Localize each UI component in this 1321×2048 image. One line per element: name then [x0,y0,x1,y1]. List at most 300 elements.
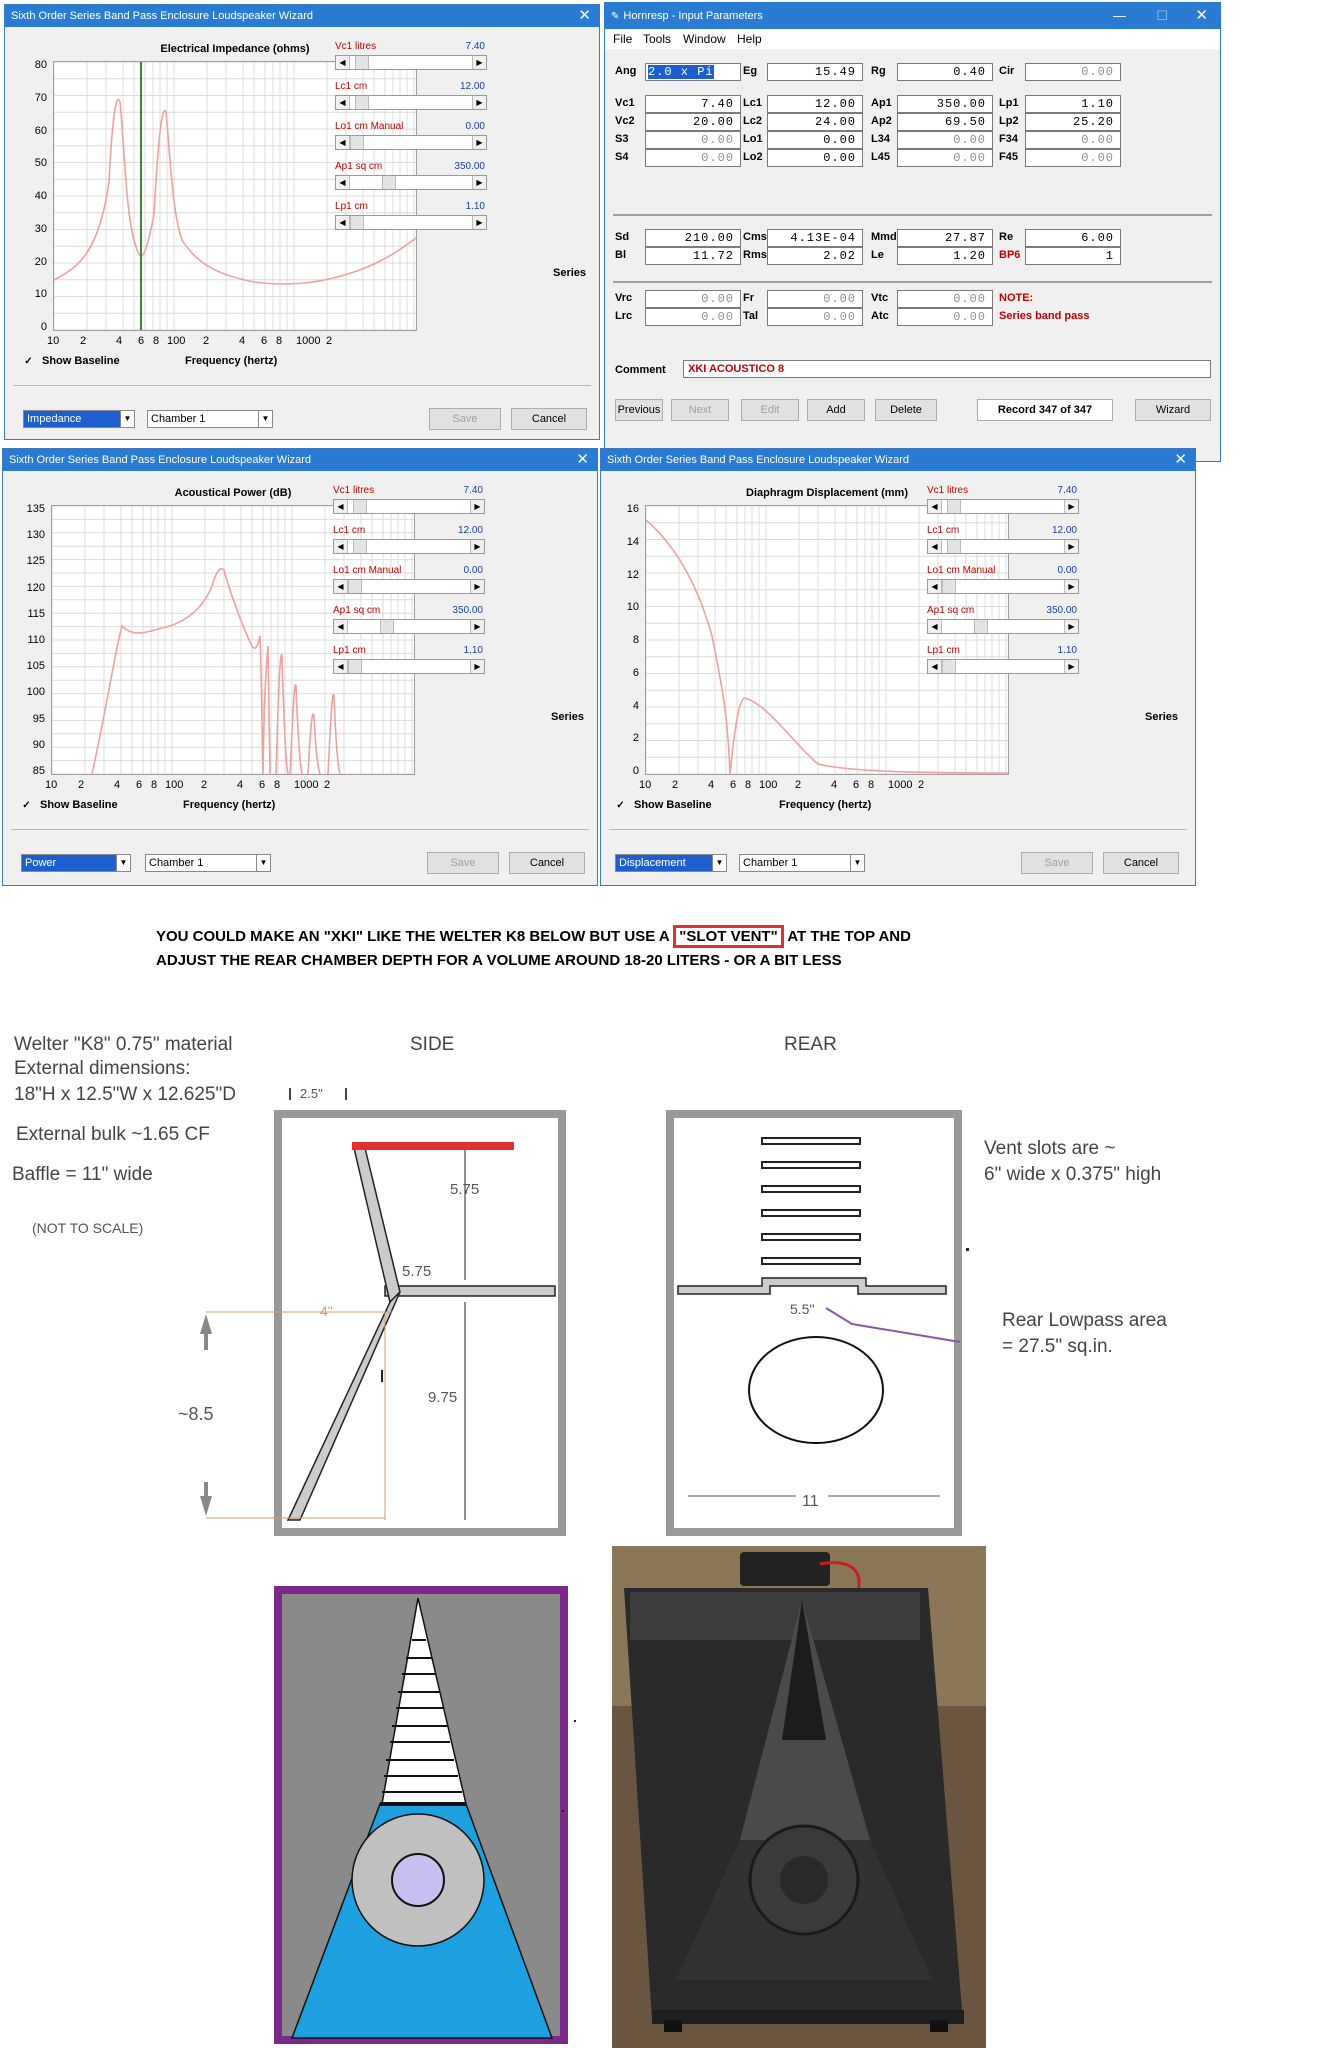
param-input[interactable]: 0.00 [897,308,993,326]
param-input[interactable]: 11.72 [645,247,741,265]
hornresp-window [604,2,1221,462]
parameter-slider[interactable] [927,659,1079,674]
param-input[interactable]: 0.40 [897,63,993,81]
y-tick-label: 10 [34,288,47,301]
scroll-left-icon[interactable]: ◀ [928,580,942,593]
save-button[interactable]: Save [429,408,501,430]
comment-label: Comment [615,364,666,376]
dim-11: 11 [802,1493,819,1510]
param-input[interactable]: 0.00 [645,290,741,308]
scroll-left-icon[interactable]: ◀ [334,660,348,673]
slider-thumb[interactable] [355,96,369,109]
x-tick-label: 6 [259,779,266,791]
parameter-slider[interactable] [333,499,485,514]
param-input[interactable]: 0.00 [897,131,993,149]
param-label: Lp2 [999,115,1019,127]
slider-label: Lc1 cm [335,81,368,92]
y-tick-label: 115 [27,607,45,620]
enclosure-photo [612,1546,986,2048]
scroll-left-icon[interactable]: ◀ [928,500,942,513]
window-title: Sixth Order Series Band Pass Enclosure Loudspeaker Wizard [9,454,312,466]
slider-value: 12.00 [459,81,485,92]
y-tick-label: 135 [26,503,45,515]
param-input[interactable]: 350.00 [897,95,993,113]
window-title: Sixth Order Series Band Pass Enclosure Loudspeaker Wizard [607,454,910,466]
param-input[interactable]: 7.40 [645,95,741,113]
chevron-down-icon: ▼ [258,411,272,427]
slider-value: 7.40 [1057,485,1077,496]
not-to-scale: (NOT TO SCALE) [32,1220,144,1236]
slider-label: Ap1 sq cm [335,161,383,172]
menu-tools[interactable]: Tools [643,32,672,46]
show-baseline-label: Show Baseline [42,355,120,367]
slider-thumb[interactable] [974,620,988,633]
series-label: Series [1145,711,1179,723]
param-input[interactable] [645,63,741,81]
y-tick-label: 20 [34,255,47,268]
slider-label: Lc1 cm [927,525,960,536]
param-label: Vc1 [615,97,635,109]
minimize-icon[interactable]: — [1113,8,1126,23]
x-tick-label: 10 [45,779,58,791]
parameter-slider[interactable] [333,579,485,594]
slider-thumb[interactable] [382,176,396,189]
param-input[interactable]: 0.00 [645,308,741,326]
x-tick-label: 2 [324,779,331,791]
slider-thumb[interactable] [947,500,961,513]
divider [613,281,1212,283]
parameter-slider[interactable] [333,619,485,634]
chevron-down-icon: ▼ [256,855,270,871]
slider-value: 1.10 [465,201,485,212]
param-input[interactable]: 1 [1025,247,1121,265]
x-tick-label: 4 [831,779,838,791]
dim-5-5: 5.5" [790,1301,815,1317]
y-tick-label: 95 [32,712,45,725]
param-label: NOTE: [999,292,1034,304]
y-tick-label: 0 [632,765,639,777]
param-label: Mmd [871,231,897,243]
x-tick-label: 6 [138,335,145,347]
y-tick-label: 80 [34,59,47,71]
title-bar [5,5,599,27]
cancel-button[interactable]: Cancel [511,408,587,430]
mode-dropdown[interactable] [23,410,135,428]
slider-value: 7.40 [463,485,483,496]
y-tick-label: 14 [626,535,639,548]
spec-material: Welter "K8" 0.75" material [14,1034,233,1055]
chevron-down-icon: ▼ [712,855,726,871]
y-tick-label: 120 [26,581,45,594]
parameter-slider[interactable] [333,659,485,674]
parameter-slider[interactable] [927,579,1079,594]
slider-label: Ap1 sq cm [333,605,381,616]
scroll-right-icon[interactable]: ▶ [472,216,486,229]
param-label: Sd [615,231,630,243]
close-icon[interactable]: ✕ [1195,7,1208,24]
wizard-power-window [2,448,598,886]
scroll-right-icon[interactable]: ▶ [472,176,486,189]
window-title: Hornresp - Input Parameters [623,10,763,22]
param-label: F45 [999,151,1018,163]
x-tick-label: 2 [203,335,210,347]
slider-value: 12.00 [457,525,483,536]
x-axis-label: Frequency (hertz) [183,799,276,811]
param-label: Cms [743,231,767,243]
slider-value: 0.00 [463,565,483,576]
param-input[interactable]: 210.00 [645,229,741,247]
x-tick-label: 100 [759,779,778,791]
previous-button[interactable]: Previous [615,399,663,421]
slider-thumb[interactable] [353,540,367,553]
y-tick-label: 8 [632,634,639,646]
param-input[interactable]: 2.02 [767,247,863,265]
y-tick-label: 130 [26,529,45,542]
param-input[interactable]: 0.00 [767,290,863,308]
parameter-slider[interactable] [335,175,487,190]
window-title: Sixth Order Series Band Pass Enclosure Loudspeaker Wizard [11,10,314,22]
mode-value: Impedance [27,413,82,425]
lowpass-note-2: = 27.5" sq.in. [1002,1336,1113,1357]
spec-external: External dimensions: [14,1058,191,1079]
param-label: Cir [999,65,1015,77]
param-input[interactable]: 0.00 [767,308,863,326]
show-baseline-label: Show Baseline [40,799,118,811]
divider [613,214,1212,216]
show-baseline-checkbox[interactable] [21,799,118,812]
param-label: Ap1 [871,97,892,109]
vent-note-1: Vent slots are ~ [984,1138,1116,1159]
save-button[interactable]: Save [1021,852,1093,874]
param-input[interactable]: 6.00 [1025,229,1121,247]
maximize-icon[interactable]: ☐ [1156,8,1168,23]
x-tick-label: 1000 [294,779,319,791]
close-icon[interactable]: ✕ [578,7,591,24]
slider-label: Lp1 cm [335,201,368,212]
scroll-left-icon[interactable]: ◀ [336,176,350,189]
y-tick-label: 30 [34,222,47,235]
param-input[interactable]: 1.10 [1025,95,1121,113]
separator [13,385,591,386]
slider-value: 7.40 [465,41,485,52]
front-view-drawing [278,1590,576,2040]
param-label: Ang [615,65,637,77]
parameter-slider[interactable] [333,539,485,554]
x-tick-label: 100 [165,779,184,791]
param-input[interactable]: 0.00 [1025,149,1121,167]
slider-thumb[interactable] [942,580,956,593]
chart-title: Diaphragm Displacement (mm) [746,487,908,499]
x-tick-label: 6 [136,779,143,791]
parameter-slider[interactable] [335,95,487,110]
param-label: Ap2 [871,115,892,127]
series-label: Series [553,267,587,279]
slider-value: 0.00 [1057,565,1077,576]
x-tick-label: 100 [167,335,186,347]
slider-label: Vc1 litres [333,485,375,496]
scroll-left-icon[interactable]: ◀ [334,540,348,553]
param-label: F34 [999,133,1018,145]
save-button[interactable]: Save [427,852,499,874]
parameter-slider[interactable] [927,539,1079,554]
param-label: Le [871,249,884,261]
scroll-right-icon[interactable]: ▶ [470,620,484,633]
x-tick-label: 4 [114,779,121,791]
checkmark-icon: ✓ [24,356,33,367]
param-label: L45 [871,151,890,163]
param-input[interactable]: 0.00 [897,290,993,308]
param-input[interactable]: 24.00 [767,113,863,131]
param-label: Lo1 [743,133,763,145]
param-label: Lc2 [743,115,762,127]
x-tick-label: 2 [326,335,333,347]
delete-button[interactable]: Delete [875,399,937,421]
param-input[interactable]: 0.00 [645,149,741,167]
param-label: Vrc [615,292,633,304]
slider-label: Lc1 cm [333,525,366,536]
pencil-icon: ✎ [611,11,620,22]
slider-label: Ap1 sq cm [927,605,975,616]
slider-value: 0.00 [465,121,485,132]
y-tick-label: 110 [27,634,45,646]
param-label: Eg [743,65,758,77]
scroll-left-icon[interactable]: ◀ [336,96,350,109]
x-tick-label: 8 [868,779,875,791]
x-axis-label: Frequency (hertz) [185,355,278,367]
y-tick-label: 105 [26,660,45,673]
chamber-dropdown[interactable] [147,410,273,428]
slider-value: 350.00 [454,161,485,172]
scroll-left-icon[interactable]: ◀ [336,56,350,69]
slider-value: 350.00 [1046,605,1077,616]
x-tick-label: 2 [672,779,679,791]
x-tick-label: 4 [239,335,246,347]
chevron-down-icon: ▼ [116,855,130,871]
slider-thumb[interactable] [353,500,367,513]
param-input[interactable]: 0.00 [645,131,741,149]
y-tick-label: 125 [26,555,45,568]
mode-dropdown[interactable] [21,854,131,872]
add-button[interactable]: Add [807,399,865,421]
parameter-slider[interactable] [335,215,487,230]
param-input[interactable]: 20.00 [645,113,741,131]
param-label: Tal [743,310,759,322]
parameter-slider[interactable] [335,135,487,150]
param-input[interactable]: 0.00 [897,149,993,167]
dim-4: 4" [320,1303,333,1319]
slider-value: 350.00 [452,605,483,616]
menu-bar [605,29,1220,49]
menu-help[interactable]: Help [737,32,762,46]
chamber-value: Chamber 1 [149,857,204,869]
slider-thumb[interactable] [942,660,956,673]
x-tick-label: 4 [116,335,123,347]
x-tick-label: 1000 [888,779,913,791]
scroll-right-icon[interactable]: ▶ [1064,540,1078,553]
parameter-slider[interactable] [335,55,487,70]
scroll-right-icon[interactable]: ▶ [1064,580,1078,593]
x-tick-label: 8 [153,335,160,347]
close-icon[interactable]: ✕ [1174,451,1187,468]
scroll-left-icon[interactable]: ◀ [334,620,348,633]
scroll-left-icon[interactable]: ◀ [334,500,348,513]
scroll-right-icon[interactable]: ▶ [1064,620,1078,633]
menu-file[interactable]: File [613,32,633,46]
scroll-right-icon[interactable]: ▶ [472,136,486,149]
chamber-dropdown[interactable] [739,854,865,872]
slider-thumb[interactable] [348,580,362,593]
scroll-right-icon[interactable]: ▶ [470,660,484,673]
scroll-left-icon[interactable]: ◀ [336,136,350,149]
cancel-button[interactable]: Cancel [1103,852,1179,874]
slider-thumb[interactable] [350,136,364,149]
param-input[interactable]: 15.49 [767,63,863,81]
slider-value: 1.10 [1057,645,1077,656]
rear-label: REAR [784,1034,837,1055]
param-input[interactable]: 12.00 [767,95,863,113]
y-tick-label: 12 [626,568,639,581]
rear-view [670,1114,969,1532]
close-icon[interactable]: ✕ [576,451,589,468]
show-baseline-checkbox[interactable] [23,355,120,368]
mode-dropdown[interactable] [615,854,727,872]
param-label: Lo2 [743,151,763,163]
param-label: Vtc [871,292,889,304]
note-line-2: ADJUST THE REAR CHAMBER DEPTH FOR A VOLUME AROUND 18-20 LITERS - OR A BIT LESS [156,952,842,969]
param-label: Lrc [615,310,633,322]
slider-thumb[interactable] [947,540,961,553]
dim-8-5: ~8.5 [178,1404,214,1424]
y-tick-label: 16 [626,503,639,515]
note-line-1b: AT THE TOP AND [787,928,911,945]
comment-input[interactable]: XKI ACOUSTICO 8 [683,360,1211,378]
param-input[interactable]: 4.13E-04 [767,229,863,247]
y-tick-label: 4 [632,699,639,712]
param-input[interactable]: 25.20 [1025,113,1121,131]
x-tick-label: 4 [708,779,715,791]
scroll-left-icon[interactable]: ◀ [336,216,350,229]
scroll-right-icon[interactable]: ▶ [470,500,484,513]
vent-note-2: 6" wide x 0.375" high [984,1164,1162,1185]
y-tick-label: 2 [632,732,639,745]
x-tick-label: 2 [918,779,925,791]
slider-thumb[interactable] [348,660,362,673]
chamber-dropdown[interactable] [145,854,271,872]
param-input[interactable]: 1.20 [897,247,993,265]
show-baseline-checkbox[interactable] [615,799,712,812]
x-tick-label: 6 [730,779,737,791]
param-input[interactable]: 0.00 [1025,131,1121,149]
enclosure-diagram [0,1080,1321,2048]
y-tick-label: 60 [34,124,47,137]
parameter-slider[interactable] [927,619,1079,634]
y-tick-label: 90 [32,738,45,751]
wizard-button[interactable]: Wizard [1135,399,1211,421]
slider-thumb[interactable] [380,620,394,633]
scroll-right-icon[interactable]: ▶ [470,540,484,553]
scroll-left-icon[interactable]: ◀ [928,540,942,553]
scroll-right-icon[interactable]: ▶ [1064,660,1078,673]
param-label: Rms [743,249,767,261]
mode-value: Displacement [619,857,686,869]
param-label: S4 [615,151,629,163]
param-input[interactable]: 0.00 [767,131,863,149]
slider-label: Vc1 litres [335,41,377,52]
show-baseline-label: Show Baseline [634,799,712,811]
param-label: Vc2 [615,115,635,127]
x-tick-label: 2 [201,779,208,791]
chart-title: Acoustical Power (dB) [174,487,292,499]
slider-label: Lo1 cm Manual [335,121,404,132]
param-input[interactable]: 0.00 [1025,63,1121,81]
scroll-right-icon[interactable]: ▶ [472,96,486,109]
separator [11,829,589,830]
mode-value: Power [25,857,57,869]
x-tick-label: 10 [47,335,60,347]
checkmark-icon: ✓ [22,800,31,811]
scroll-right-icon[interactable]: ▶ [1064,500,1078,513]
x-tick-label: 8 [745,779,752,791]
menu-window[interactable]: Window [683,32,726,46]
dim-9-75: 9.75 [428,1389,458,1406]
x-tick-label: 6 [261,335,268,347]
dim-5-75-upper: 5.75 [450,1181,480,1198]
param-label: Bl [615,249,626,261]
param-label: Series band pass [999,310,1090,322]
dim-2-5: 2.5" [300,1086,323,1101]
slider-value: 1.10 [463,645,483,656]
parameter-slider[interactable] [927,499,1079,514]
scroll-left-icon[interactable]: ◀ [928,660,942,673]
x-tick-label: 4 [237,779,244,791]
spec-dimensions: 18"H x 12.5"W x 12.625"D [14,1084,236,1105]
param-value-selected: 2.0 x Pi [648,65,714,79]
x-tick-label: 10 [639,779,652,791]
param-input[interactable]: 0.00 [767,149,863,167]
title-bar [601,449,1195,471]
edit-button[interactable]: Edit [741,399,799,421]
param-input[interactable]: 27.87 [897,229,993,247]
chevron-down-icon: ▼ [120,411,134,427]
y-tick-label: 10 [626,601,639,614]
param-label: L34 [871,133,890,145]
y-tick-label: 50 [34,157,47,170]
scroll-right-icon[interactable]: ▶ [470,580,484,593]
scroll-left-icon[interactable]: ◀ [928,620,942,633]
title-bar [3,449,597,471]
param-input[interactable]: 69.50 [897,113,993,131]
param-label: BP6 [999,249,1021,261]
scroll-right-icon[interactable]: ▶ [472,56,486,69]
x-tick-label: 2 [795,779,802,791]
x-tick-label: 1000 [296,335,321,347]
next-button[interactable]: Next [671,399,729,421]
slider-label: Lp1 cm [333,645,366,656]
cancel-button[interactable]: Cancel [509,852,585,874]
slider-thumb[interactable] [355,56,369,69]
y-tick-label: 85 [32,765,45,777]
record-counter: Record 347 of 347 [977,399,1113,421]
x-axis-label: Frequency (hertz) [779,799,872,811]
x-tick-label: 2 [78,779,85,791]
param-label: Rg [871,65,886,77]
slider-label: Vc1 litres [927,485,969,496]
scroll-left-icon[interactable]: ◀ [334,580,348,593]
separator [609,829,1187,830]
slider-value: 12.00 [1051,525,1077,536]
y-tick-label: 70 [34,91,47,104]
slider-thumb[interactable] [350,216,364,229]
